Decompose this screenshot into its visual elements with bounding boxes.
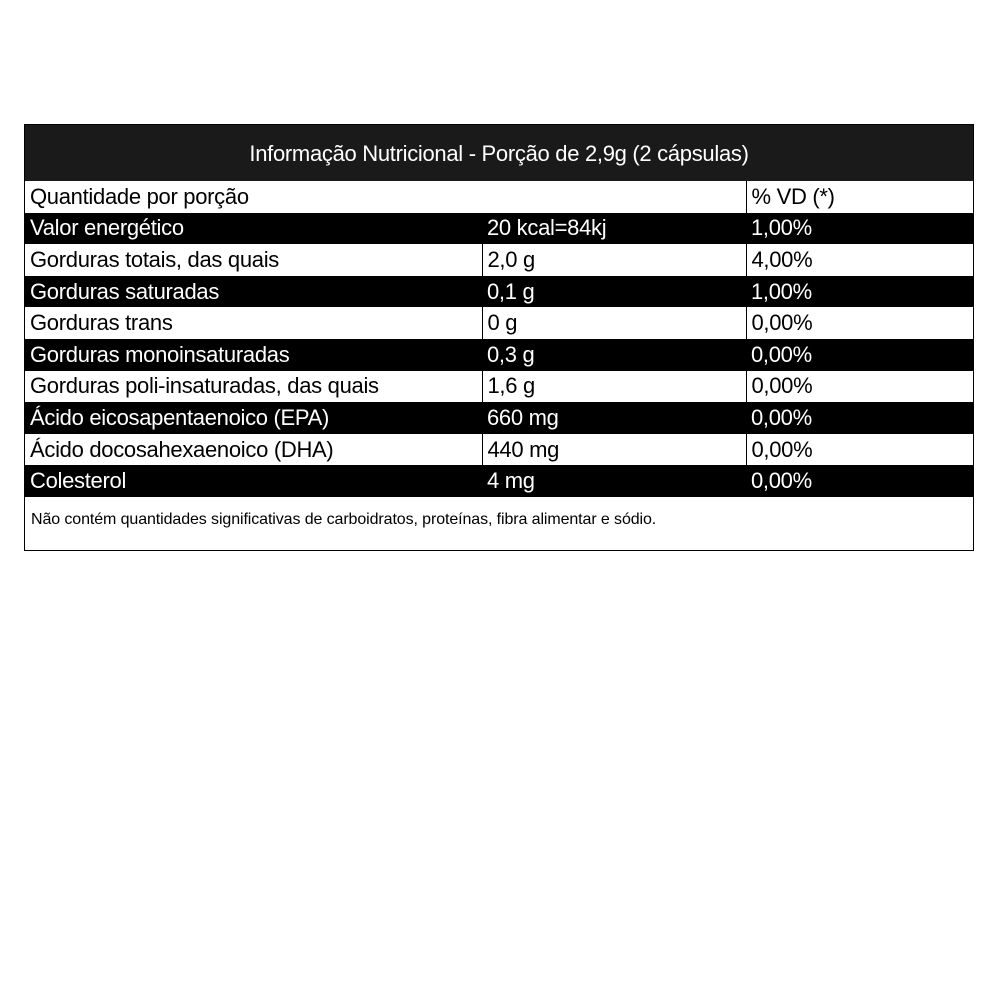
header-amount — [482, 181, 746, 213]
nutrient-amount: 440 mg — [482, 434, 746, 466]
nutrient-amount: 660 mg — [482, 402, 746, 434]
nutrient-amount: 20 kcal=84kj — [482, 213, 746, 245]
nutrient-vd: 0,00% — [746, 434, 973, 466]
nutrient-amount: 2,0 g — [482, 244, 746, 276]
nutrient-vd: 0,00% — [746, 307, 973, 339]
nutrient-name: Gorduras totais, das quais — [25, 244, 482, 276]
nutrient-vd: 0,00% — [746, 402, 973, 434]
table-header-row — [25, 181, 973, 213]
table-row — [25, 402, 973, 434]
nutrient-name: Ácido docosahexaenoico (DHA) — [25, 434, 482, 466]
nutrient-vd: 1,00% — [746, 213, 973, 245]
nutrient-amount: 0,3 g — [482, 339, 746, 371]
nutrient-amount: 0 g — [482, 307, 746, 339]
nutrient-name: Gorduras saturadas — [25, 276, 482, 308]
nutrition-table — [25, 181, 973, 497]
nutrient-name: Ácido eicosapentaenoico (EPA) — [25, 402, 482, 434]
table-row — [25, 307, 973, 339]
nutrient-name: Gorduras trans — [25, 307, 482, 339]
nutrient-vd: 0,00% — [746, 339, 973, 371]
nutrient-name: Gorduras monoinsaturadas — [25, 339, 482, 371]
table-row — [25, 434, 973, 466]
table-row — [25, 339, 973, 371]
header-vd: % VD (*) — [746, 181, 973, 213]
table-row — [25, 465, 973, 497]
table-row — [25, 244, 973, 276]
nutrient-amount: 0,1 g — [482, 276, 746, 308]
nutrient-amount: 4 mg — [482, 465, 746, 497]
nutrient-amount: 1,6 g — [482, 371, 746, 403]
nutrient-vd: 0,00% — [746, 465, 973, 497]
header-nutrient: Quantidade por porção — [25, 181, 482, 213]
table-row — [25, 371, 973, 403]
nutrition-facts-panel — [24, 124, 974, 551]
footnote: Não contém quantidades significativas de carboidratos, proteínas, fibra alimentar e sódio. — [31, 510, 657, 528]
table-row — [25, 276, 973, 308]
nutrient-name: Valor energético — [25, 213, 482, 245]
nutrient-vd: 4,00% — [746, 244, 973, 276]
nutrient-name: Gorduras poli-insaturadas, das quais — [25, 371, 482, 403]
nutrient-vd: 1,00% — [746, 276, 973, 308]
nutrition-title: Informação Nutricional - Porção de 2,9g (2 cápsulas) — [25, 125, 973, 181]
nutrient-vd: 0,00% — [746, 371, 973, 403]
table-row — [25, 213, 973, 245]
nutrient-name: Colesterol — [25, 465, 482, 497]
